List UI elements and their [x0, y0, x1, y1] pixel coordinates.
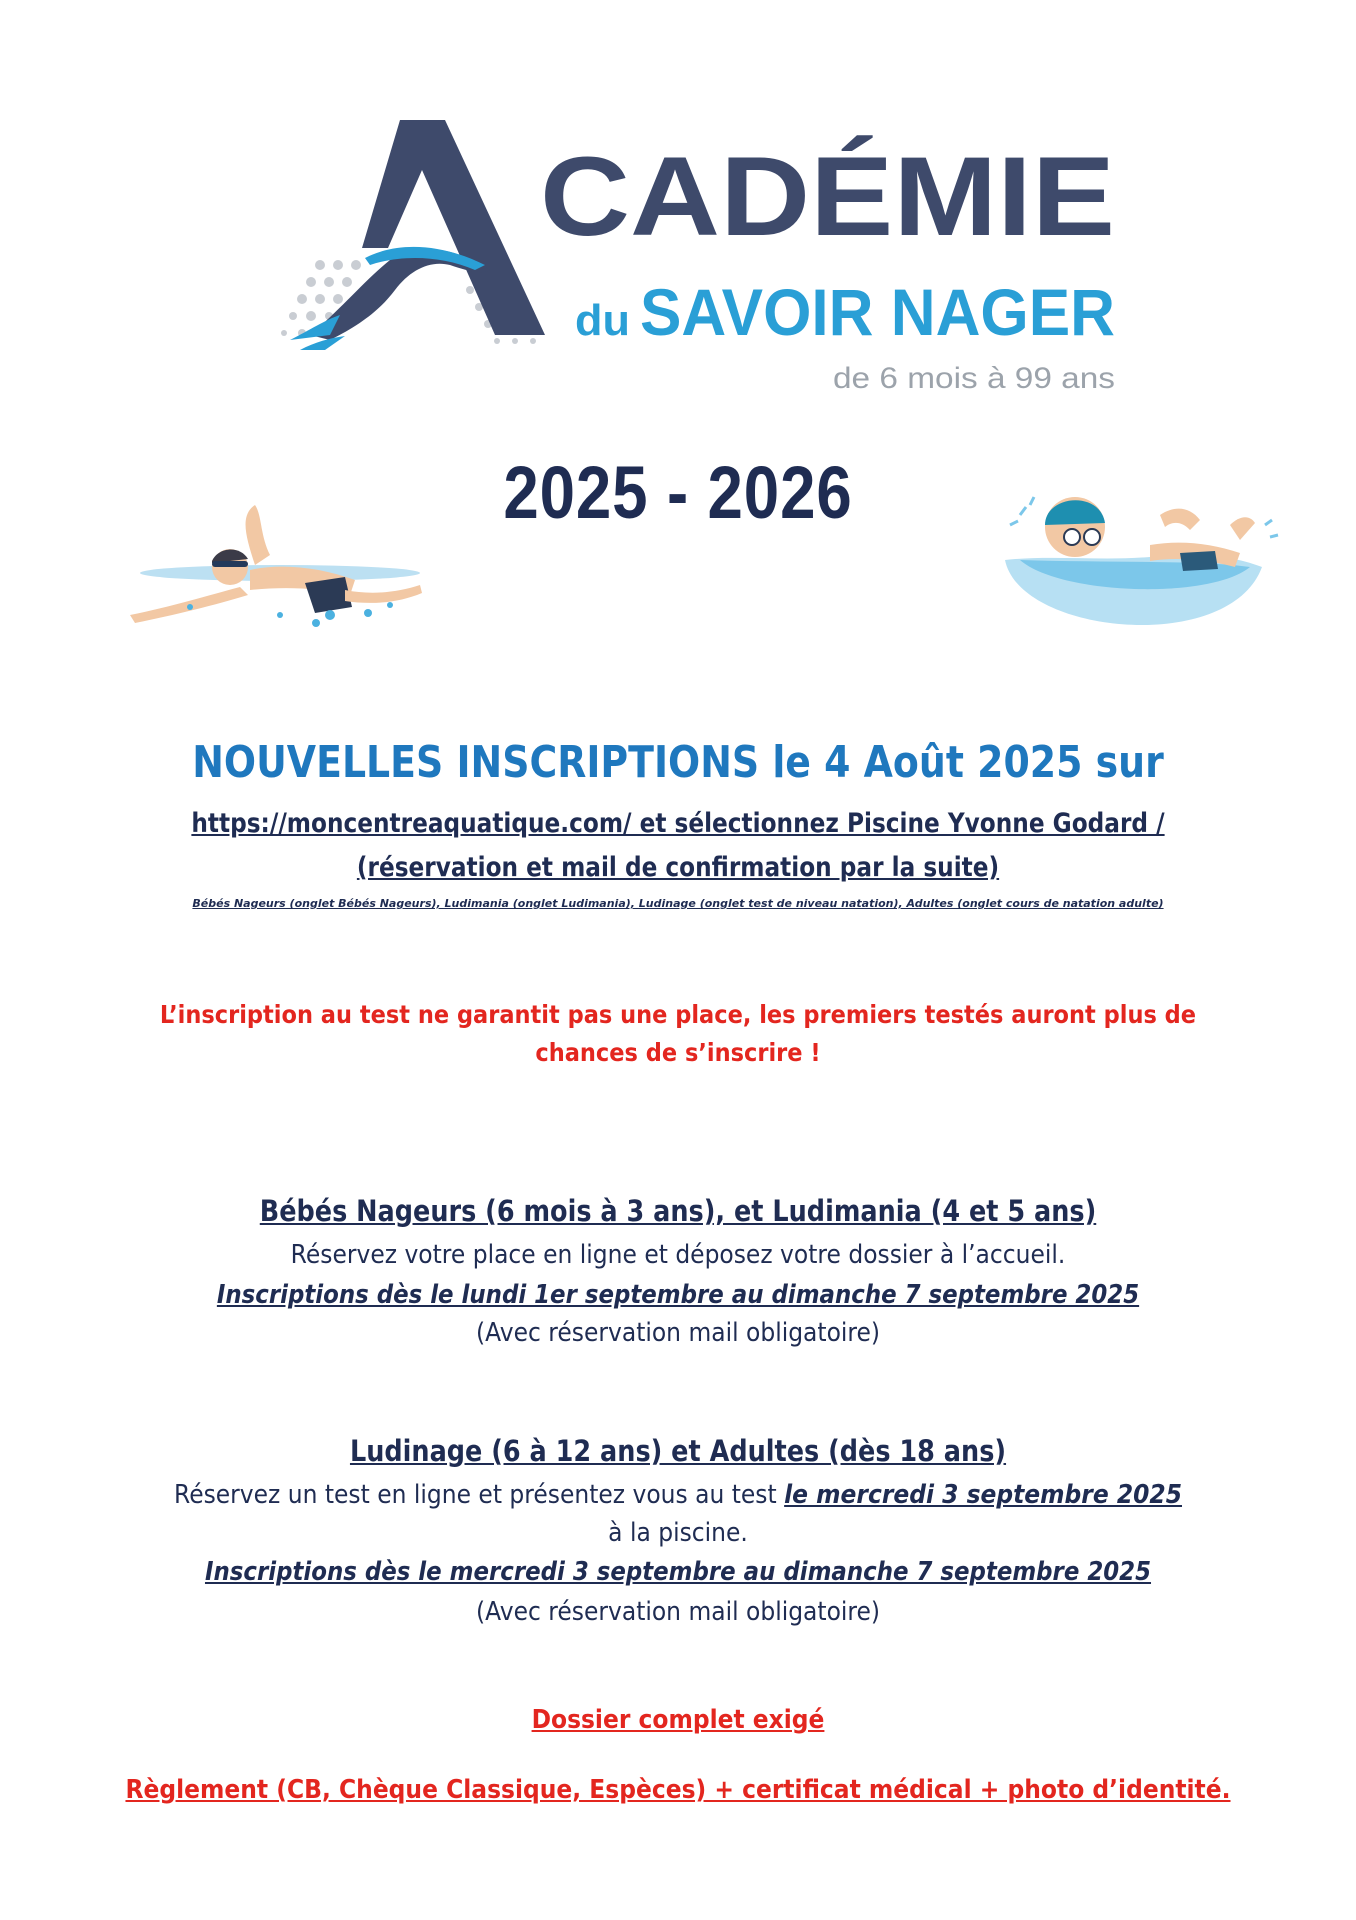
logo-tagline: de 6 mois à 99 ans [833, 362, 1115, 395]
website-link-line[interactable]: https://moncentreaquatique.com/ et sélectionnez Piscine Yvonne Godard / [191, 808, 1165, 839]
section-ludinage-text [68, 1480, 1288, 1510]
section-ludinage-text-prefix: Réservez un test en ligne et présentez vous au test [173, 1480, 785, 1510]
swimmer-man-illustration [130, 495, 430, 650]
confirmation-note: (réservation et mail de confirmation par la suite) [356, 852, 1000, 883]
section-ludinage-test-date: le mercredi 3 septembre 2025 [784, 1480, 1182, 1510]
section-bebes-dates: Inscriptions dès le lundi 1er septembre au dimanche 7 septembre 2025 [216, 1280, 1140, 1310]
logo-word-cademie: CADÉMIE [540, 134, 1115, 259]
academie-logo [270, 110, 1130, 410]
section-ludinage-note: (Avec réservation mail obligatoire) [475, 1597, 881, 1627]
warning-line-1: L’inscription au test ne garantit pas une place, les premiers testés auront plus de [159, 1000, 1197, 1029]
section-bebes-note: (Avec réservation mail obligatoire) [475, 1318, 881, 1348]
payment-requirement: Règlement (CB, Chèque Classique, Espèces) + certificat médical + photo d’identité. [125, 1775, 1231, 1805]
season-title: 2025 - 2026 [503, 451, 853, 534]
section-ludinage-dates: Inscriptions dès le mercredi 3 septembre au dimanche 7 septembre 2025 [204, 1557, 1152, 1587]
section-ludinage-text-suffix: à la piscine. [608, 1518, 748, 1548]
dossier-requirement: Dossier complet exigé [531, 1705, 825, 1735]
section-bebes-title: Bébés Nageurs (6 mois à 3 ans), et Ludimania (4 et 5 ans) [259, 1194, 1097, 1228]
swimmer-child-illustration [1000, 485, 1290, 665]
tabs-note: Bébés Nageurs (onglet Bébés Nageurs), Ludimania (onglet Ludimania), Ludinage (onglet test de niveau natation), Adultes (onglet cours de natation adulte) [192, 897, 1164, 910]
logo-word-du: du [575, 296, 630, 345]
logo-word-savoir-nager: SAVOIR NAGER [640, 275, 1115, 349]
section-ludinage-title: Ludinage (6 à 12 ans) et Adultes (dès 18 ans) [349, 1434, 1007, 1468]
registration-headline: NOUVELLES INSCRIPTIONS le 4 Août 2025 sur [192, 737, 1164, 788]
warning-line-2: chances de s’inscrire ! [535, 1038, 821, 1067]
section-bebes-text: Réservez votre place en ligne et déposez votre dossier à l’accueil. [290, 1240, 1066, 1270]
